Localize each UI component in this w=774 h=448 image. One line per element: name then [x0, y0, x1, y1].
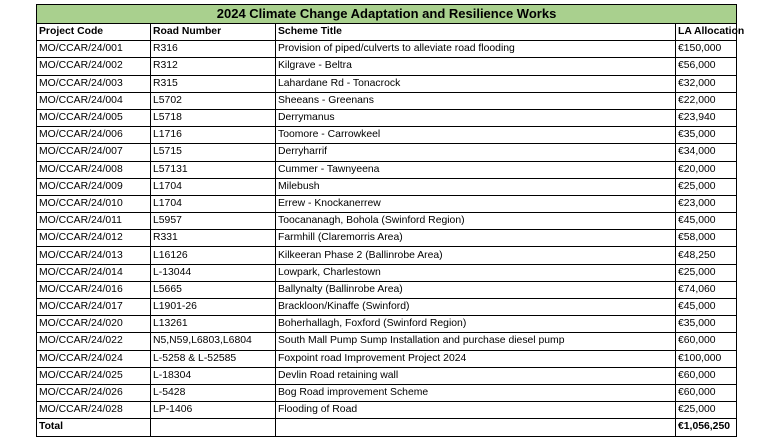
cell-road-number: L57131: [151, 161, 276, 178]
cell-project-code: MO/CCAR/24/017: [37, 299, 151, 316]
cell-la-allocation: €25,000: [676, 264, 737, 281]
cell-road-number: L-13044: [151, 264, 276, 281]
table-row: [37, 316, 737, 333]
cell-road-number: LP-1406: [151, 402, 276, 419]
table-row: [37, 75, 737, 92]
cell-project-code: MO/CCAR/24/012: [37, 230, 151, 247]
header-la-allocation: LA Allocation: [676, 24, 737, 41]
header-road-number: Road Number: [151, 24, 276, 41]
cell-scheme-title: Bog Road improvement Scheme: [276, 384, 676, 401]
cell-la-allocation: €58,000: [676, 230, 737, 247]
cell-road-number: R312: [151, 58, 276, 75]
cell-scheme-title: Provision of piped/culverts to alleviate road flooding: [276, 41, 676, 58]
cell-scheme-title: Flooding of Road: [276, 402, 676, 419]
cell-scheme-title: Cummer - Tawnyeena: [276, 161, 676, 178]
table-row: [37, 299, 737, 316]
cell-project-code: MO/CCAR/24/007: [37, 144, 151, 161]
cell-project-code: MO/CCAR/24/008: [37, 161, 151, 178]
table-row: [37, 127, 737, 144]
table-header-row: [37, 24, 737, 41]
cell-la-allocation: €150,000: [676, 41, 737, 58]
cell-project-code: MO/CCAR/24/011: [37, 213, 151, 230]
cell-scheme-title: South Mall Pump Sump Installation and purchase diesel pump: [276, 333, 676, 350]
cell-scheme-title: Sheeans - Greenans: [276, 92, 676, 109]
cell-project-code: MO/CCAR/24/001: [37, 41, 151, 58]
cell-la-allocation: €35,000: [676, 316, 737, 333]
table-row: [37, 367, 737, 384]
cell-road-number: L-5258 & L-52585: [151, 350, 276, 367]
cell-la-allocation: €35,000: [676, 127, 737, 144]
cell-project-code: MO/CCAR/24/022: [37, 333, 151, 350]
cell-project-code: MO/CCAR/24/009: [37, 178, 151, 195]
cell-project-code: MO/CCAR/24/016: [37, 281, 151, 298]
cell-la-allocation: €20,000: [676, 161, 737, 178]
cell-project-code: MO/CCAR/24/020: [37, 316, 151, 333]
cell-scheme-title: Ballynalty (Ballinrobe Area): [276, 281, 676, 298]
cell-project-code: MO/CCAR/24/013: [37, 247, 151, 264]
cell-project-code: MO/CCAR/24/003: [37, 75, 151, 92]
table-row: [37, 109, 737, 126]
cell-road-number: L1901-26: [151, 299, 276, 316]
table-row: [37, 213, 737, 230]
table-row: [37, 350, 737, 367]
cell-la-allocation: €56,000: [676, 58, 737, 75]
cell-scheme-title: Toomore - Carrowkeel: [276, 127, 676, 144]
table-title: 2024 Climate Change Adaptation and Resilience Works: [37, 5, 737, 24]
table-row: [37, 161, 737, 178]
cell-road-number: N5,N59,L6803,L6804: [151, 333, 276, 350]
total-empty-cell: [151, 419, 276, 436]
cell-la-allocation: €45,000: [676, 299, 737, 316]
table-row: [37, 281, 737, 298]
table-row: [37, 264, 737, 281]
cell-la-allocation: €60,000: [676, 367, 737, 384]
cell-project-code: MO/CCAR/24/024: [37, 350, 151, 367]
cell-road-number: L1704: [151, 178, 276, 195]
table-row: [37, 247, 737, 264]
cell-project-code: MO/CCAR/24/005: [37, 109, 151, 126]
table-row: [37, 178, 737, 195]
table-row: [37, 230, 737, 247]
table-row: [37, 195, 737, 212]
cell-project-code: MO/CCAR/24/025: [37, 367, 151, 384]
cell-project-code: MO/CCAR/24/026: [37, 384, 151, 401]
cell-project-code: MO/CCAR/24/010: [37, 195, 151, 212]
total-value: €1,056,250: [676, 419, 737, 436]
cell-la-allocation: €100,000: [676, 350, 737, 367]
cell-road-number: L5957: [151, 213, 276, 230]
cell-la-allocation: €25,000: [676, 402, 737, 419]
allocation-table-container: [36, 4, 745, 437]
cell-la-allocation: €22,000: [676, 92, 737, 109]
table-row: [37, 92, 737, 109]
total-empty-cell: [276, 419, 676, 436]
cell-la-allocation: €23,940: [676, 109, 737, 126]
table-row: [37, 333, 737, 350]
cell-scheme-title: Farmhill (Claremorris Area): [276, 230, 676, 247]
table-row: [37, 402, 737, 419]
cell-scheme-title: Foxpoint road Improvement Project 2024: [276, 350, 676, 367]
cell-road-number: L1704: [151, 195, 276, 212]
cell-road-number: L-5428: [151, 384, 276, 401]
cell-road-number: L5718: [151, 109, 276, 126]
cell-scheme-title: Boherhallagh, Foxford (Swinford Region): [276, 316, 676, 333]
cell-la-allocation: €60,000: [676, 333, 737, 350]
table-row: [37, 58, 737, 75]
cell-project-code: MO/CCAR/24/006: [37, 127, 151, 144]
cell-scheme-title: Milebush: [276, 178, 676, 195]
cell-road-number: L13261: [151, 316, 276, 333]
table-row: [37, 384, 737, 401]
cell-scheme-title: Kilgrave - Beltra: [276, 58, 676, 75]
cell-scheme-title: Kilkeeran Phase 2 (Ballinrobe Area): [276, 247, 676, 264]
cell-project-code: MO/CCAR/24/028: [37, 402, 151, 419]
cell-scheme-title: Lowpark, Charlestown: [276, 264, 676, 281]
cell-road-number: L-18304: [151, 367, 276, 384]
cell-scheme-title: Derrymanus: [276, 109, 676, 126]
cell-la-allocation: €45,000: [676, 213, 737, 230]
cell-road-number: R315: [151, 75, 276, 92]
total-label: Total: [37, 419, 151, 436]
allocation-table: [36, 4, 745, 437]
cell-road-number: L5715: [151, 144, 276, 161]
cell-scheme-title: Brackloon/Kinaffe (Swinford): [276, 299, 676, 316]
table-title-row: [37, 5, 737, 24]
cell-scheme-title: Toocananagh, Bohola (Swinford Region): [276, 213, 676, 230]
table-row: [37, 144, 737, 161]
cell-la-allocation: €60,000: [676, 384, 737, 401]
cell-road-number: R316: [151, 41, 276, 58]
cell-la-allocation: €32,000: [676, 75, 737, 92]
cell-la-allocation: €74,060: [676, 281, 737, 298]
total-row: [37, 419, 737, 436]
cell-project-code: MO/CCAR/24/002: [37, 58, 151, 75]
cell-road-number: L16126: [151, 247, 276, 264]
cell-scheme-title: Derryharrif: [276, 144, 676, 161]
cell-la-allocation: €23,000: [676, 195, 737, 212]
header-scheme-title: Scheme Title: [276, 24, 676, 41]
cell-scheme-title: Devlin Road retaining wall: [276, 367, 676, 384]
cell-road-number: L5665: [151, 281, 276, 298]
cell-la-allocation: €34,000: [676, 144, 737, 161]
cell-road-number: L5702: [151, 92, 276, 109]
cell-la-allocation: €48,250: [676, 247, 737, 264]
cell-project-code: MO/CCAR/24/004: [37, 92, 151, 109]
cell-scheme-title: Lahardane Rd - Tonacrock: [276, 75, 676, 92]
cell-la-allocation: €25,000: [676, 178, 737, 195]
header-project-code: Project Code: [37, 24, 151, 41]
cell-scheme-title: Errew - Knockanerrew: [276, 195, 676, 212]
cell-road-number: R331: [151, 230, 276, 247]
cell-road-number: L1716: [151, 127, 276, 144]
table-row: [37, 41, 737, 58]
cell-project-code: MO/CCAR/24/014: [37, 264, 151, 281]
